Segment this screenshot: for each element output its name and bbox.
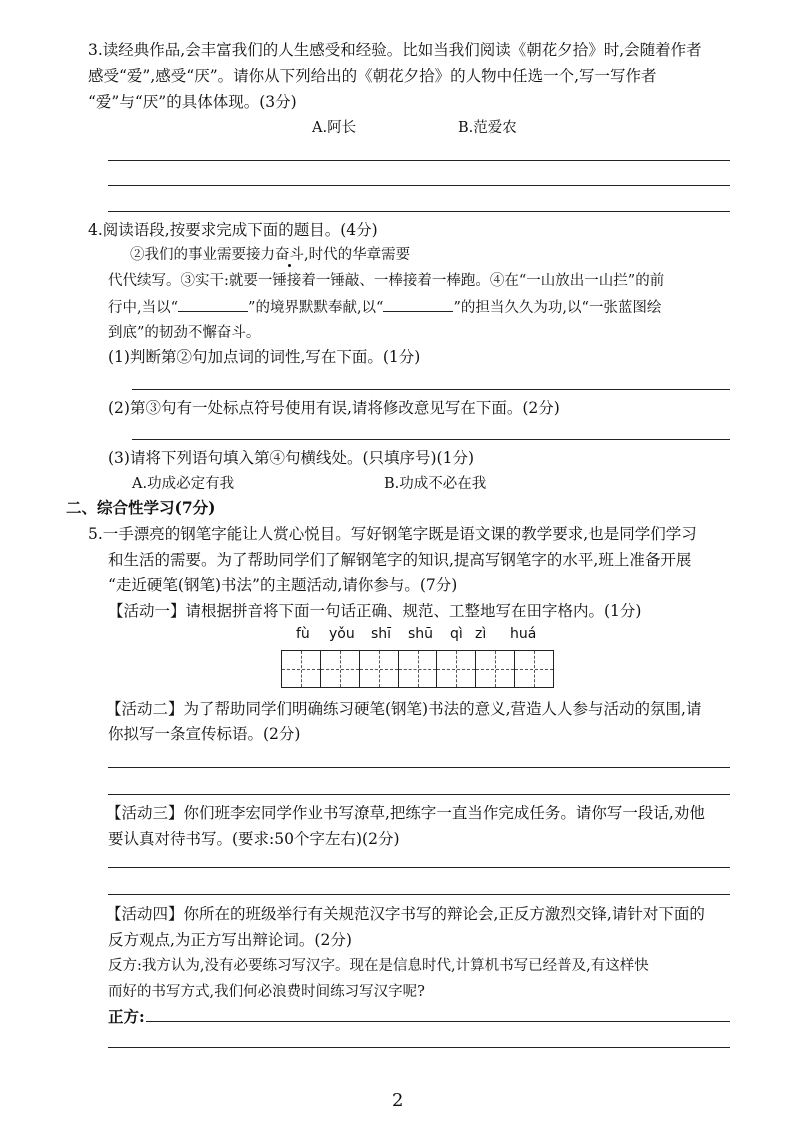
- q4-p2b: :就要一锤接着一锤敲、一棒接着一棒跑。④在“一山放出一山拦”的前: [224, 273, 665, 289]
- q5-line3: “走近硬笔(钢笔)书法”的主题活动,请你参与。(7分): [108, 576, 458, 594]
- activity1-text: 【活动一】请根据拼音将下面一句话正确、规范、工整地写在田字格内。(1分): [108, 602, 642, 620]
- page-number: 2: [392, 1090, 404, 1111]
- grid-cell[interactable]: [399, 651, 438, 687]
- grid-cell[interactable]: [321, 651, 360, 687]
- q3-option-b: B.范爱农: [458, 120, 517, 136]
- q4-p3a: 行中,当以“: [108, 300, 179, 316]
- q4-p3b: ”的境界默默奉献,以“: [248, 300, 384, 316]
- zhengfang-label: 正方:: [108, 1007, 145, 1026]
- activity3-answer-line-2[interactable]: [108, 894, 730, 895]
- grid-cell[interactable]: [282, 651, 321, 687]
- grid-cell[interactable]: [360, 651, 399, 687]
- activity2-answer-line-1[interactable]: [108, 767, 730, 768]
- activity3-line2: 要认真对待书写。(要求:50个字左右)(2分): [108, 830, 400, 848]
- q4-blank-1[interactable]: [178, 297, 248, 312]
- q4-passage-line4: 到底”的韧劲不懈奋斗。: [108, 325, 261, 341]
- q3-answer-line-1[interactable]: [108, 160, 730, 161]
- q4-sub1-answer-line[interactable]: [132, 389, 730, 390]
- q4-sub3-option-a: A.功成必定有我: [132, 476, 235, 492]
- q4-passage-line2: [108, 271, 664, 291]
- pinyin-7: huá: [510, 626, 537, 642]
- q5-line2: 和生活的需要。为了帮助同学们了解钢笔字的知识,提高写钢笔字的水平,班上准备开展: [108, 551, 692, 569]
- q3-answer-line-2[interactable]: [108, 185, 730, 186]
- pinyin-2: yǒu: [329, 626, 355, 642]
- q4-passage-line3: [108, 297, 661, 318]
- q4-sub3-option-b: B.功成不必在我: [384, 476, 487, 492]
- tianzige-grid[interactable]: [281, 650, 554, 688]
- q3-answer-line-3[interactable]: [108, 211, 730, 212]
- pinyin-4: shū: [408, 626, 434, 642]
- q3-line3: “爱”与“厌”的具体体现。(3分): [88, 93, 297, 111]
- q4-p1-pre: ②我们的事业需要接力: [130, 247, 275, 263]
- q3-option-a: A.阿长: [312, 120, 357, 136]
- q4-sub3: (3)请将下列语句填入第④句横线处。(只填序号)(1分): [108, 449, 475, 467]
- q5-line1: 5.一手漂亮的钢笔字能让人赏心悦目。写好钢笔字既是语文课的教学要求,也是同学们学习: [88, 525, 697, 543]
- pinyin-5: qì: [450, 626, 463, 642]
- section2-heading: 二、综合性学习(7分): [66, 498, 216, 517]
- q4-blank-2[interactable]: [383, 297, 453, 312]
- q4-p1-post: ,时代的华章需要: [304, 247, 411, 263]
- q4-sub1: (1)判断第②句加点词的词性,写在下面。(1分): [108, 348, 421, 366]
- q4-p3c: ”的担当久久为功,以“一张蓝图绘: [453, 300, 662, 316]
- pinyin-1: fù: [296, 626, 310, 642]
- grid-cell[interactable]: [437, 651, 476, 687]
- q3-line1: 3.读经典作品,会丰富我们的人生感受和经验。比如当我们阅读《朝花夕拾》时,会随着作者: [88, 41, 702, 59]
- zhengfang-answer-line-1[interactable]: [146, 1021, 730, 1022]
- activity3-line1: 【活动三】你们班李宏同学作业书写潦草,把练字一直当作完成任务。请你写一段话,劝他: [106, 804, 705, 822]
- activity4-line1: 【活动四】你所在的班级举行有关规范汉字书写的辩论会,正反方激烈交锋,请针对下面的: [106, 905, 705, 923]
- fanfang-line2: 而好的书写方式,我们何必浪费时间练习写汉字呢?: [108, 984, 425, 1000]
- activity2-answer-line-2[interactable]: [108, 794, 730, 795]
- q4-sub2-answer-line[interactable]: [132, 439, 730, 440]
- q4-title: 4.阅读语段,按要求完成下面的题目。(4分): [88, 221, 378, 239]
- fanfang-line1: 反方:我方认为,没有必要练习写汉字。现在是信息时代,计算机书写已经普及,有这样快: [108, 958, 649, 974]
- q4-sub2: (2)第③句有一处标点符号使用有误,请将修改意见写在下面。(2分): [108, 399, 560, 417]
- q4-p2a: 代代续写。③实干: [108, 273, 224, 289]
- zhengfang-answer-line-2[interactable]: [108, 1047, 730, 1048]
- grid-cell[interactable]: [476, 651, 515, 687]
- pinyin-3: shī: [371, 626, 392, 642]
- pinyin-6: zì: [475, 626, 487, 642]
- q4-passage-line1: [130, 245, 410, 265]
- activity3-answer-line-1[interactable]: [108, 867, 730, 868]
- dotted-word: 奋斗: [275, 247, 304, 263]
- q3-line2: 感受“爱”,感受“厌”。请你从下列给出的《朝花夕拾》的人物中任选一个,写一写作者: [88, 67, 657, 85]
- activity4-line2: 反方观点,为正方写出辩论词。(2分): [108, 931, 352, 949]
- grid-cell[interactable]: [515, 651, 553, 687]
- activity2-line2: 你拟写一条宣传标语。(2分): [108, 725, 301, 743]
- activity2-line1: 【活动二】为了帮助同学们明确练习硬笔(钢笔)书法的意义,营造人人参与活动的氛围,请: [106, 700, 702, 718]
